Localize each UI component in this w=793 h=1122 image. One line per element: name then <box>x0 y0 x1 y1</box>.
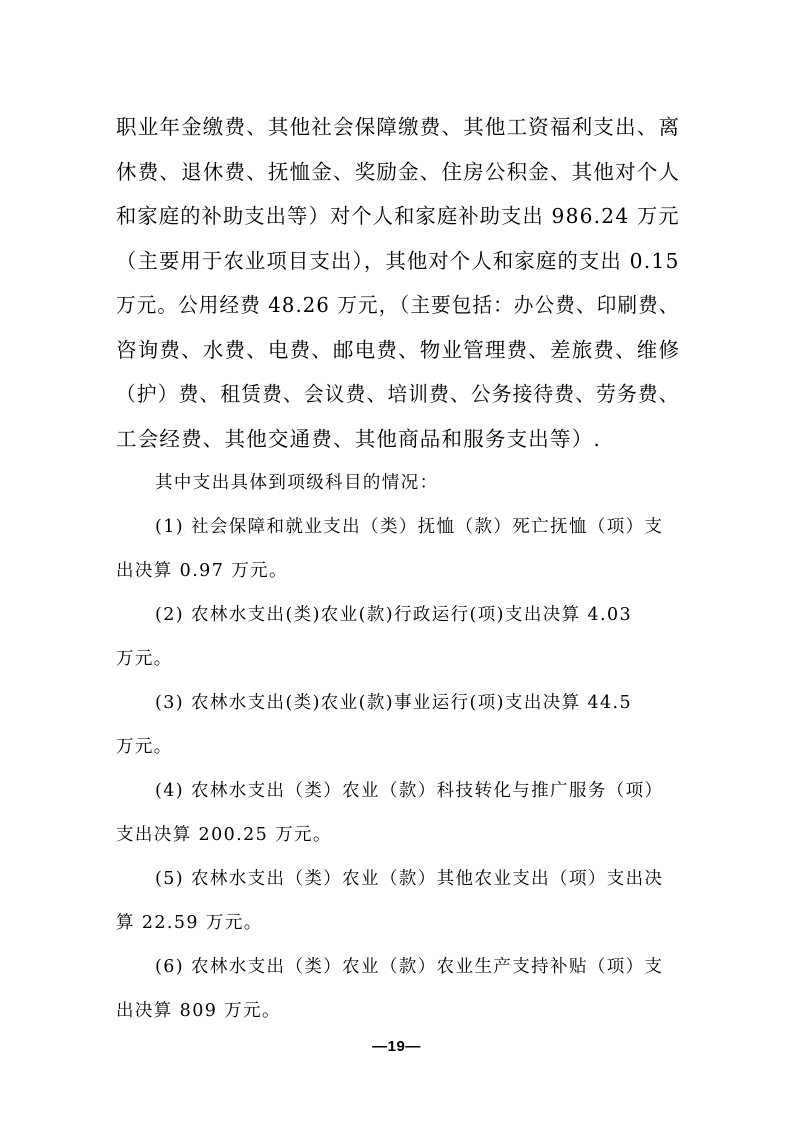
list-item: (5) 农林水支出（类）农业（款）其他农业支出（项）支出决 <box>155 869 664 889</box>
paragraph-line: 工会经费、其他交通费、其他商品和服务支出等）. <box>116 427 602 451</box>
list-item-continuation: 出决算 0.97 万元。 <box>116 561 288 581</box>
list-item: (1) 社会保障和就业支出（类）抚恤（款）死亡抚恤（项）支 <box>155 517 664 537</box>
list-item: (4) 农林水支出（类）农业（款）科技转化与推广服务（项） <box>155 781 664 801</box>
list-item: (6) 农林水支出（类）农业（款）农业生产支持补贴（项）支 <box>155 957 664 977</box>
paragraph-line: （主要用于农业项目支出），其他对个人和家庭的支出 0.15 <box>116 249 680 273</box>
list-item-continuation: 万元。 <box>116 737 173 757</box>
list-item-continuation: 算 22.59 万元。 <box>116 913 263 933</box>
list-item-continuation: 万元。 <box>116 649 173 669</box>
list-item-continuation: 出决算 809 万元。 <box>116 1001 281 1021</box>
list-item-continuation: 支出决算 200.25 万元。 <box>116 825 332 845</box>
paragraph-line: 万元。公用经费 48.26 万元，（主要包括：办公费、印刷费、 <box>116 293 680 317</box>
paragraph-line: 和家庭的补助支出等）对个人和家庭补助支出 986.24 万元 <box>116 204 680 228</box>
paragraph-line: 咨询费、水费、电费、邮电费、物业管理费、差旅费、维修 <box>116 338 681 362</box>
list-item: (2) 农林水支出(类)农业(款)行政运行(项)支出决算 4.03 <box>155 605 633 625</box>
paragraph-line: 职业年金缴费、其他社会保障缴费、其他工资福利支出、离 <box>116 115 681 139</box>
paragraph-line: 休费、退休费、抚恤金、奖励金、住房公积金、其他对个人 <box>116 160 681 184</box>
paragraph-line: （护）费、租赁费、会议费、培训费、公务接待费、劳务费、 <box>116 382 680 406</box>
page-number: —19— <box>372 1038 421 1055</box>
list-item: (3) 农林水支出(类)农业(款)事业运行(项)支出决算 44.5 <box>155 693 633 713</box>
intro-line: 其中支出具体到项级科目的情况： <box>155 473 439 493</box>
